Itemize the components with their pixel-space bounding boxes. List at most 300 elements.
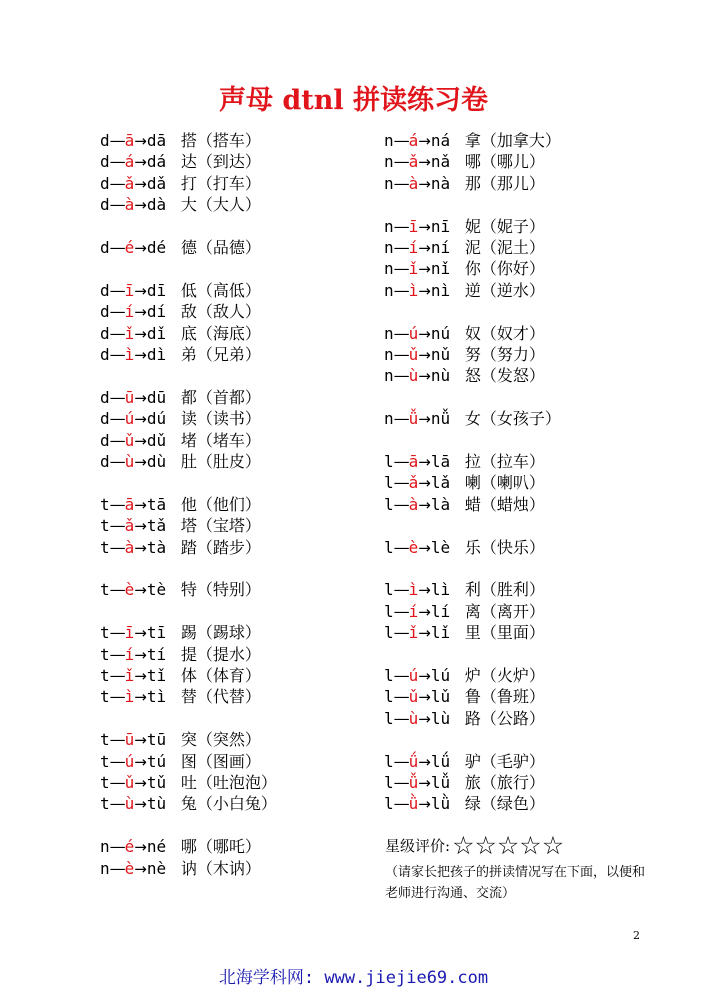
connector-dash: — bbox=[393, 666, 409, 685]
character: 里 bbox=[464, 623, 481, 643]
initial-consonant: n bbox=[384, 323, 394, 343]
example-word: （逆水） bbox=[480, 280, 545, 300]
connector-dash: — bbox=[109, 345, 125, 364]
pinyin-row bbox=[100, 644, 261, 666]
syllable: nà bbox=[430, 173, 451, 193]
pinyin-row bbox=[384, 258, 545, 280]
syllable: tǔ bbox=[146, 773, 167, 792]
arrow-icon: → bbox=[134, 303, 147, 322]
arrow-icon: → bbox=[418, 132, 431, 150]
syllable: dǐ bbox=[146, 323, 167, 343]
connector-dash: — bbox=[109, 238, 125, 257]
connector-dash: — bbox=[109, 730, 125, 750]
syllable: lù bbox=[430, 708, 451, 728]
example-word: （肚皮） bbox=[196, 452, 261, 471]
example-word: （鲁班） bbox=[480, 687, 545, 707]
tone-vowel: ǐ bbox=[124, 323, 135, 343]
example-word: （打车） bbox=[196, 173, 261, 193]
character: 达 bbox=[180, 152, 197, 172]
pinyin-row bbox=[100, 751, 261, 773]
syllable: nī bbox=[430, 216, 451, 236]
parent-note: （请家长把孩子的拼读情况写在下面，以便和老师进行沟通、交流） bbox=[385, 865, 646, 901]
example-word: （踏步） bbox=[196, 537, 261, 557]
pinyin-row bbox=[100, 301, 261, 323]
character: 塔 bbox=[180, 516, 197, 536]
tone-vowel: è bbox=[124, 858, 135, 878]
connector-dash: — bbox=[393, 623, 409, 643]
example-word: （你好） bbox=[480, 259, 545, 279]
pinyin-row bbox=[100, 430, 261, 452]
connector-dash: — bbox=[393, 409, 409, 429]
tone-vowel: ǔ bbox=[408, 687, 419, 707]
character: 图 bbox=[180, 751, 197, 771]
pinyin-row bbox=[384, 708, 545, 730]
character: 弟 bbox=[180, 345, 197, 364]
syllable: né bbox=[146, 837, 167, 857]
syllable: lì bbox=[430, 580, 451, 600]
tone-vowel: ǐ bbox=[408, 259, 419, 279]
tone-vowel: ì bbox=[408, 280, 419, 300]
connector-dash: — bbox=[393, 473, 409, 493]
character: 你 bbox=[464, 259, 481, 279]
tone-vowel: ǔ bbox=[124, 430, 135, 450]
character: 低 bbox=[180, 280, 197, 300]
initial-consonant: t bbox=[100, 687, 110, 707]
syllable: tù bbox=[146, 794, 167, 814]
arrow-icon: → bbox=[134, 688, 147, 707]
arrow-icon: → bbox=[418, 752, 431, 771]
character: 底 bbox=[180, 323, 197, 343]
arrow-icon: → bbox=[418, 239, 431, 257]
syllable: dǎ bbox=[146, 173, 167, 193]
character: 炉 bbox=[464, 666, 481, 685]
example-word: （绿色） bbox=[480, 794, 545, 814]
tone-vowel: ū bbox=[124, 387, 135, 407]
connector-dash: — bbox=[109, 430, 125, 450]
pinyin-row bbox=[100, 494, 261, 516]
example-word: （加拿大） bbox=[480, 131, 561, 150]
initial-consonant: l bbox=[384, 601, 394, 621]
pinyin-row bbox=[384, 130, 561, 152]
tone-vowel: ì bbox=[124, 345, 135, 364]
connector-dash: — bbox=[393, 345, 409, 364]
connector-dash: — bbox=[109, 173, 125, 193]
example-word: （兄弟） bbox=[196, 345, 261, 364]
tone-vowel: ù bbox=[124, 452, 135, 471]
connector-dash: — bbox=[109, 537, 125, 557]
example-word: （泥土） bbox=[480, 238, 545, 257]
pinyin-row bbox=[100, 130, 261, 152]
arrow-icon: → bbox=[418, 367, 431, 386]
pinyin-row bbox=[100, 194, 261, 216]
connector-dash: — bbox=[109, 687, 125, 707]
character: 吐 bbox=[180, 773, 197, 792]
tone-vowel: í bbox=[124, 302, 135, 322]
character: 肚 bbox=[180, 452, 197, 471]
tone-vowel: ú bbox=[408, 666, 419, 685]
example-word: （努力） bbox=[480, 345, 545, 364]
syllable: dū bbox=[146, 387, 167, 407]
syllable: ná bbox=[430, 131, 451, 150]
example-word: （体育） bbox=[196, 666, 261, 685]
tone-vowel: é bbox=[124, 837, 135, 857]
example-word: （拉车） bbox=[480, 452, 545, 471]
syllable: ní bbox=[430, 238, 451, 257]
arrow-icon: → bbox=[418, 602, 431, 621]
connector-dash: — bbox=[393, 601, 409, 621]
syllable: lā bbox=[430, 452, 451, 471]
initial-consonant: t bbox=[100, 751, 110, 771]
arrow-icon: → bbox=[134, 774, 147, 792]
connector-dash: — bbox=[109, 302, 125, 322]
connector-dash: — bbox=[109, 751, 125, 771]
connector-dash: — bbox=[393, 259, 409, 279]
arrow-icon: → bbox=[134, 281, 147, 300]
connector-dash: — bbox=[393, 773, 409, 792]
tone-vowel: ī bbox=[408, 216, 419, 236]
syllable: tà bbox=[146, 537, 167, 557]
tone-vowel: ǎ bbox=[124, 173, 135, 193]
example-word: （喇叭） bbox=[480, 473, 545, 493]
character: 打 bbox=[180, 173, 197, 193]
example-word: （代替） bbox=[196, 687, 261, 707]
arrow-icon: → bbox=[134, 838, 147, 857]
connector-dash: — bbox=[393, 366, 409, 386]
tone-vowel: í bbox=[408, 238, 419, 257]
tone-vowel: ù bbox=[124, 794, 135, 814]
example-word: （宝塔） bbox=[196, 516, 261, 536]
tone-vowel: ǘ bbox=[408, 751, 419, 771]
arrow-icon: → bbox=[418, 538, 431, 557]
initial-consonant: l bbox=[384, 473, 394, 493]
example-word: （读书） bbox=[196, 409, 261, 429]
tone-vowel: à bbox=[124, 195, 135, 215]
arrow-icon: → bbox=[418, 624, 431, 643]
arrow-icon: → bbox=[134, 859, 147, 878]
example-word: （毛驴） bbox=[480, 751, 545, 771]
example-word: （敌人） bbox=[196, 302, 261, 322]
syllable: dí bbox=[146, 302, 167, 322]
initial-consonant: l bbox=[384, 666, 394, 685]
initial-consonant: t bbox=[100, 644, 110, 664]
tone-vowel: ā bbox=[124, 131, 135, 150]
example-word: （首都） bbox=[196, 387, 261, 407]
arrow-icon: → bbox=[134, 495, 147, 514]
initial-consonant: n bbox=[100, 837, 110, 857]
tone-vowel: ǚ bbox=[408, 409, 419, 429]
initial-consonant: t bbox=[100, 580, 110, 600]
syllable: tī bbox=[146, 623, 167, 643]
syllable: lú bbox=[430, 666, 451, 685]
connector-dash: — bbox=[109, 387, 125, 407]
pinyin-row bbox=[100, 858, 261, 880]
initial-consonant: d bbox=[100, 430, 110, 450]
arrow-icon: → bbox=[134, 645, 147, 664]
syllable: lí bbox=[430, 601, 451, 621]
syllable: tǎ bbox=[146, 516, 167, 536]
pinyin-row bbox=[384, 344, 545, 366]
character: 堵 bbox=[180, 430, 197, 450]
character: 体 bbox=[180, 666, 197, 685]
tone-vowel: ì bbox=[408, 580, 419, 600]
arrow-icon: → bbox=[418, 495, 431, 514]
character: 奴 bbox=[464, 323, 481, 343]
character: 泥 bbox=[464, 238, 481, 257]
syllable: nǔ bbox=[430, 345, 451, 364]
character: 怒 bbox=[464, 366, 481, 386]
character: 敌 bbox=[180, 302, 197, 322]
character: 蜡 bbox=[464, 494, 481, 514]
connector-dash: — bbox=[393, 794, 409, 814]
tone-vowel: í bbox=[124, 644, 135, 664]
tone-vowel: ǔ bbox=[408, 345, 419, 364]
initial-consonant: d bbox=[100, 238, 110, 257]
syllable: tú bbox=[146, 751, 167, 771]
arrow-icon: → bbox=[418, 281, 431, 300]
arrow-icon: → bbox=[418, 174, 431, 193]
character: 读 bbox=[180, 409, 197, 429]
tone-vowel: ǐ bbox=[124, 666, 135, 685]
connector-dash: — bbox=[109, 131, 125, 150]
pinyin-row bbox=[100, 151, 261, 173]
pinyin-row bbox=[100, 408, 261, 430]
initial-consonant: l bbox=[384, 494, 394, 514]
tone-vowel: ù bbox=[408, 708, 419, 728]
example-word: （胜利） bbox=[480, 580, 545, 600]
example-word: （吐泡泡） bbox=[196, 773, 277, 792]
arrow-icon: → bbox=[134, 431, 147, 450]
arrow-icon: → bbox=[418, 667, 431, 685]
tone-vowel: ǚ bbox=[408, 773, 419, 792]
syllable: lǚ bbox=[430, 773, 451, 792]
connector-dash: — bbox=[393, 131, 409, 150]
example-word: （特别） bbox=[196, 580, 261, 600]
example-word: （里面） bbox=[480, 623, 545, 643]
connector-dash: — bbox=[393, 323, 409, 343]
syllable: lǐ bbox=[430, 623, 451, 643]
character: 都 bbox=[180, 387, 197, 407]
syllable: lǎ bbox=[430, 473, 451, 493]
page-number: 2 bbox=[633, 929, 640, 942]
example-word: （搭车） bbox=[196, 131, 261, 150]
example-word: （哪儿） bbox=[480, 152, 545, 172]
initial-consonant: n bbox=[384, 259, 394, 279]
pinyin-row bbox=[100, 836, 261, 858]
arrow-icon: → bbox=[418, 709, 431, 728]
arrow-icon: → bbox=[134, 388, 147, 407]
connector-dash: — bbox=[393, 173, 409, 193]
character: 踢 bbox=[180, 623, 197, 643]
character: 兔 bbox=[180, 794, 197, 814]
arrow-icon: → bbox=[418, 474, 431, 493]
connector-dash: — bbox=[109, 494, 125, 514]
connector-dash: — bbox=[393, 687, 409, 707]
arrow-icon: → bbox=[418, 217, 431, 236]
character: 路 bbox=[464, 708, 481, 728]
character: 利 bbox=[464, 580, 481, 600]
arrow-icon: → bbox=[418, 324, 431, 343]
character: 绿 bbox=[464, 794, 481, 814]
pinyin-row bbox=[384, 665, 545, 687]
pinyin-row bbox=[100, 537, 261, 559]
connector-dash: — bbox=[109, 280, 125, 300]
pinyin-row bbox=[100, 622, 261, 644]
character: 喇 bbox=[464, 473, 481, 493]
footer-site[interactable]: 北海学科网: www.jiejie69.com bbox=[218, 968, 489, 988]
connector-dash: — bbox=[393, 494, 409, 514]
syllable: nè bbox=[146, 858, 167, 878]
character: 替 bbox=[180, 687, 197, 707]
arrow-icon: → bbox=[134, 453, 147, 471]
arrow-icon: → bbox=[134, 410, 147, 429]
initial-consonant: t bbox=[100, 623, 110, 643]
example-word: （海底） bbox=[196, 323, 261, 343]
example-word: （女孩子） bbox=[480, 409, 561, 429]
tone-vowel: è bbox=[408, 537, 419, 557]
pinyin-row bbox=[100, 579, 261, 601]
connector-dash: — bbox=[109, 452, 125, 471]
initial-consonant: d bbox=[100, 323, 110, 343]
example-word: （那儿） bbox=[480, 173, 545, 193]
example-word: （突然） bbox=[196, 730, 261, 750]
pinyin-row bbox=[384, 579, 545, 601]
pinyin-row bbox=[100, 515, 261, 537]
initial-consonant: d bbox=[100, 345, 110, 364]
arrow-icon: → bbox=[418, 453, 431, 471]
rating-stars[interactable]: ☆☆☆☆☆ bbox=[452, 831, 565, 860]
syllable: dú bbox=[146, 409, 167, 429]
connector-dash: — bbox=[109, 195, 125, 215]
syllable: dì bbox=[146, 345, 167, 364]
initial-consonant: n bbox=[384, 238, 394, 257]
character: 德 bbox=[180, 238, 197, 257]
example-word: （他们） bbox=[196, 494, 261, 514]
star-rating bbox=[385, 831, 564, 860]
arrow-icon: → bbox=[134, 667, 147, 685]
connector-dash: — bbox=[109, 580, 125, 600]
page-title: 声母 dtnl 拼读练习卷 bbox=[218, 85, 489, 116]
arrow-icon: → bbox=[134, 795, 147, 814]
example-word: （蜡烛） bbox=[480, 494, 545, 514]
pinyin-row bbox=[100, 793, 277, 815]
initial-consonant: d bbox=[100, 452, 110, 471]
pinyin-row bbox=[384, 537, 545, 559]
arrow-icon: → bbox=[134, 538, 147, 557]
syllable: tì bbox=[146, 687, 167, 707]
tone-vowel: á bbox=[408, 131, 419, 150]
syllable: dù bbox=[146, 452, 167, 471]
tone-vowel: í bbox=[408, 601, 419, 621]
pinyin-row bbox=[384, 494, 545, 516]
arrow-icon: → bbox=[134, 239, 147, 257]
connector-dash: — bbox=[109, 623, 125, 643]
initial-consonant: l bbox=[384, 452, 394, 471]
character: 拉 bbox=[464, 452, 481, 471]
initial-consonant: l bbox=[384, 794, 394, 814]
pinyin-row bbox=[384, 216, 545, 238]
syllable: nǚ bbox=[430, 409, 451, 429]
syllable: nú bbox=[430, 323, 451, 343]
connector-dash: — bbox=[109, 323, 125, 343]
initial-consonant: d bbox=[100, 280, 110, 300]
character: 踏 bbox=[180, 537, 197, 557]
pinyin-row bbox=[384, 793, 545, 815]
initial-consonant: t bbox=[100, 794, 110, 814]
example-word: （离开） bbox=[480, 601, 545, 621]
pinyin-row bbox=[100, 772, 277, 794]
pinyin-row bbox=[384, 280, 545, 302]
syllable: lǜ bbox=[430, 794, 451, 814]
tone-vowel: à bbox=[124, 537, 135, 557]
arrow-icon: → bbox=[134, 581, 147, 600]
syllable: dī bbox=[146, 280, 167, 300]
connector-dash: — bbox=[393, 537, 409, 557]
example-word: （高低） bbox=[196, 280, 261, 300]
character: 突 bbox=[180, 730, 197, 750]
initial-consonant: n bbox=[384, 152, 394, 172]
initial-consonant: d bbox=[100, 302, 110, 322]
arrow-icon: → bbox=[134, 731, 147, 750]
pinyin-row bbox=[100, 344, 261, 366]
tone-vowel: ǔ bbox=[124, 773, 135, 792]
example-word: （大人） bbox=[196, 195, 261, 215]
initial-consonant: d bbox=[100, 387, 110, 407]
character: 哪 bbox=[180, 837, 197, 857]
arrow-icon: → bbox=[418, 581, 431, 600]
syllable: tǐ bbox=[146, 666, 167, 685]
tone-vowel: ǎ bbox=[408, 152, 419, 172]
example-word: （快乐） bbox=[480, 537, 545, 557]
arrow-icon: → bbox=[134, 752, 147, 771]
tone-vowel: á bbox=[124, 152, 135, 172]
example-word: （图画） bbox=[196, 751, 261, 771]
syllable: là bbox=[430, 494, 451, 514]
tone-vowel: à bbox=[408, 173, 419, 193]
arrow-icon: → bbox=[134, 517, 147, 536]
connector-dash: — bbox=[393, 708, 409, 728]
tone-vowel: ū bbox=[124, 730, 135, 750]
character: 旅 bbox=[464, 773, 481, 792]
connector-dash: — bbox=[393, 452, 409, 471]
syllable: dá bbox=[146, 152, 167, 172]
character: 妮 bbox=[464, 216, 481, 236]
initial-consonant: n bbox=[384, 345, 394, 364]
pinyin-row bbox=[384, 686, 545, 708]
pinyin-row bbox=[384, 451, 545, 473]
connector-dash: — bbox=[109, 644, 125, 664]
pinyin-row bbox=[384, 323, 545, 345]
tone-vowel: ù bbox=[408, 366, 419, 386]
tone-vowel: ā bbox=[408, 452, 419, 471]
example-word: （小白兔） bbox=[196, 794, 277, 814]
arrow-icon: → bbox=[134, 153, 147, 172]
example-word: （踢球） bbox=[196, 623, 261, 643]
arrow-icon: → bbox=[418, 795, 431, 814]
initial-consonant: n bbox=[384, 173, 394, 193]
tone-vowel: ú bbox=[124, 751, 135, 771]
pinyin-row bbox=[100, 451, 261, 473]
initial-consonant: d bbox=[100, 131, 110, 150]
character: 讷 bbox=[180, 858, 197, 878]
character: 逆 bbox=[464, 280, 481, 300]
initial-consonant: l bbox=[384, 537, 394, 557]
initial-consonant: l bbox=[384, 623, 394, 643]
example-word: （公路） bbox=[480, 708, 545, 728]
tone-vowel: ī bbox=[124, 623, 135, 643]
tone-vowel: ǜ bbox=[408, 794, 419, 814]
initial-consonant: n bbox=[384, 409, 394, 429]
pinyin-row bbox=[100, 729, 261, 751]
